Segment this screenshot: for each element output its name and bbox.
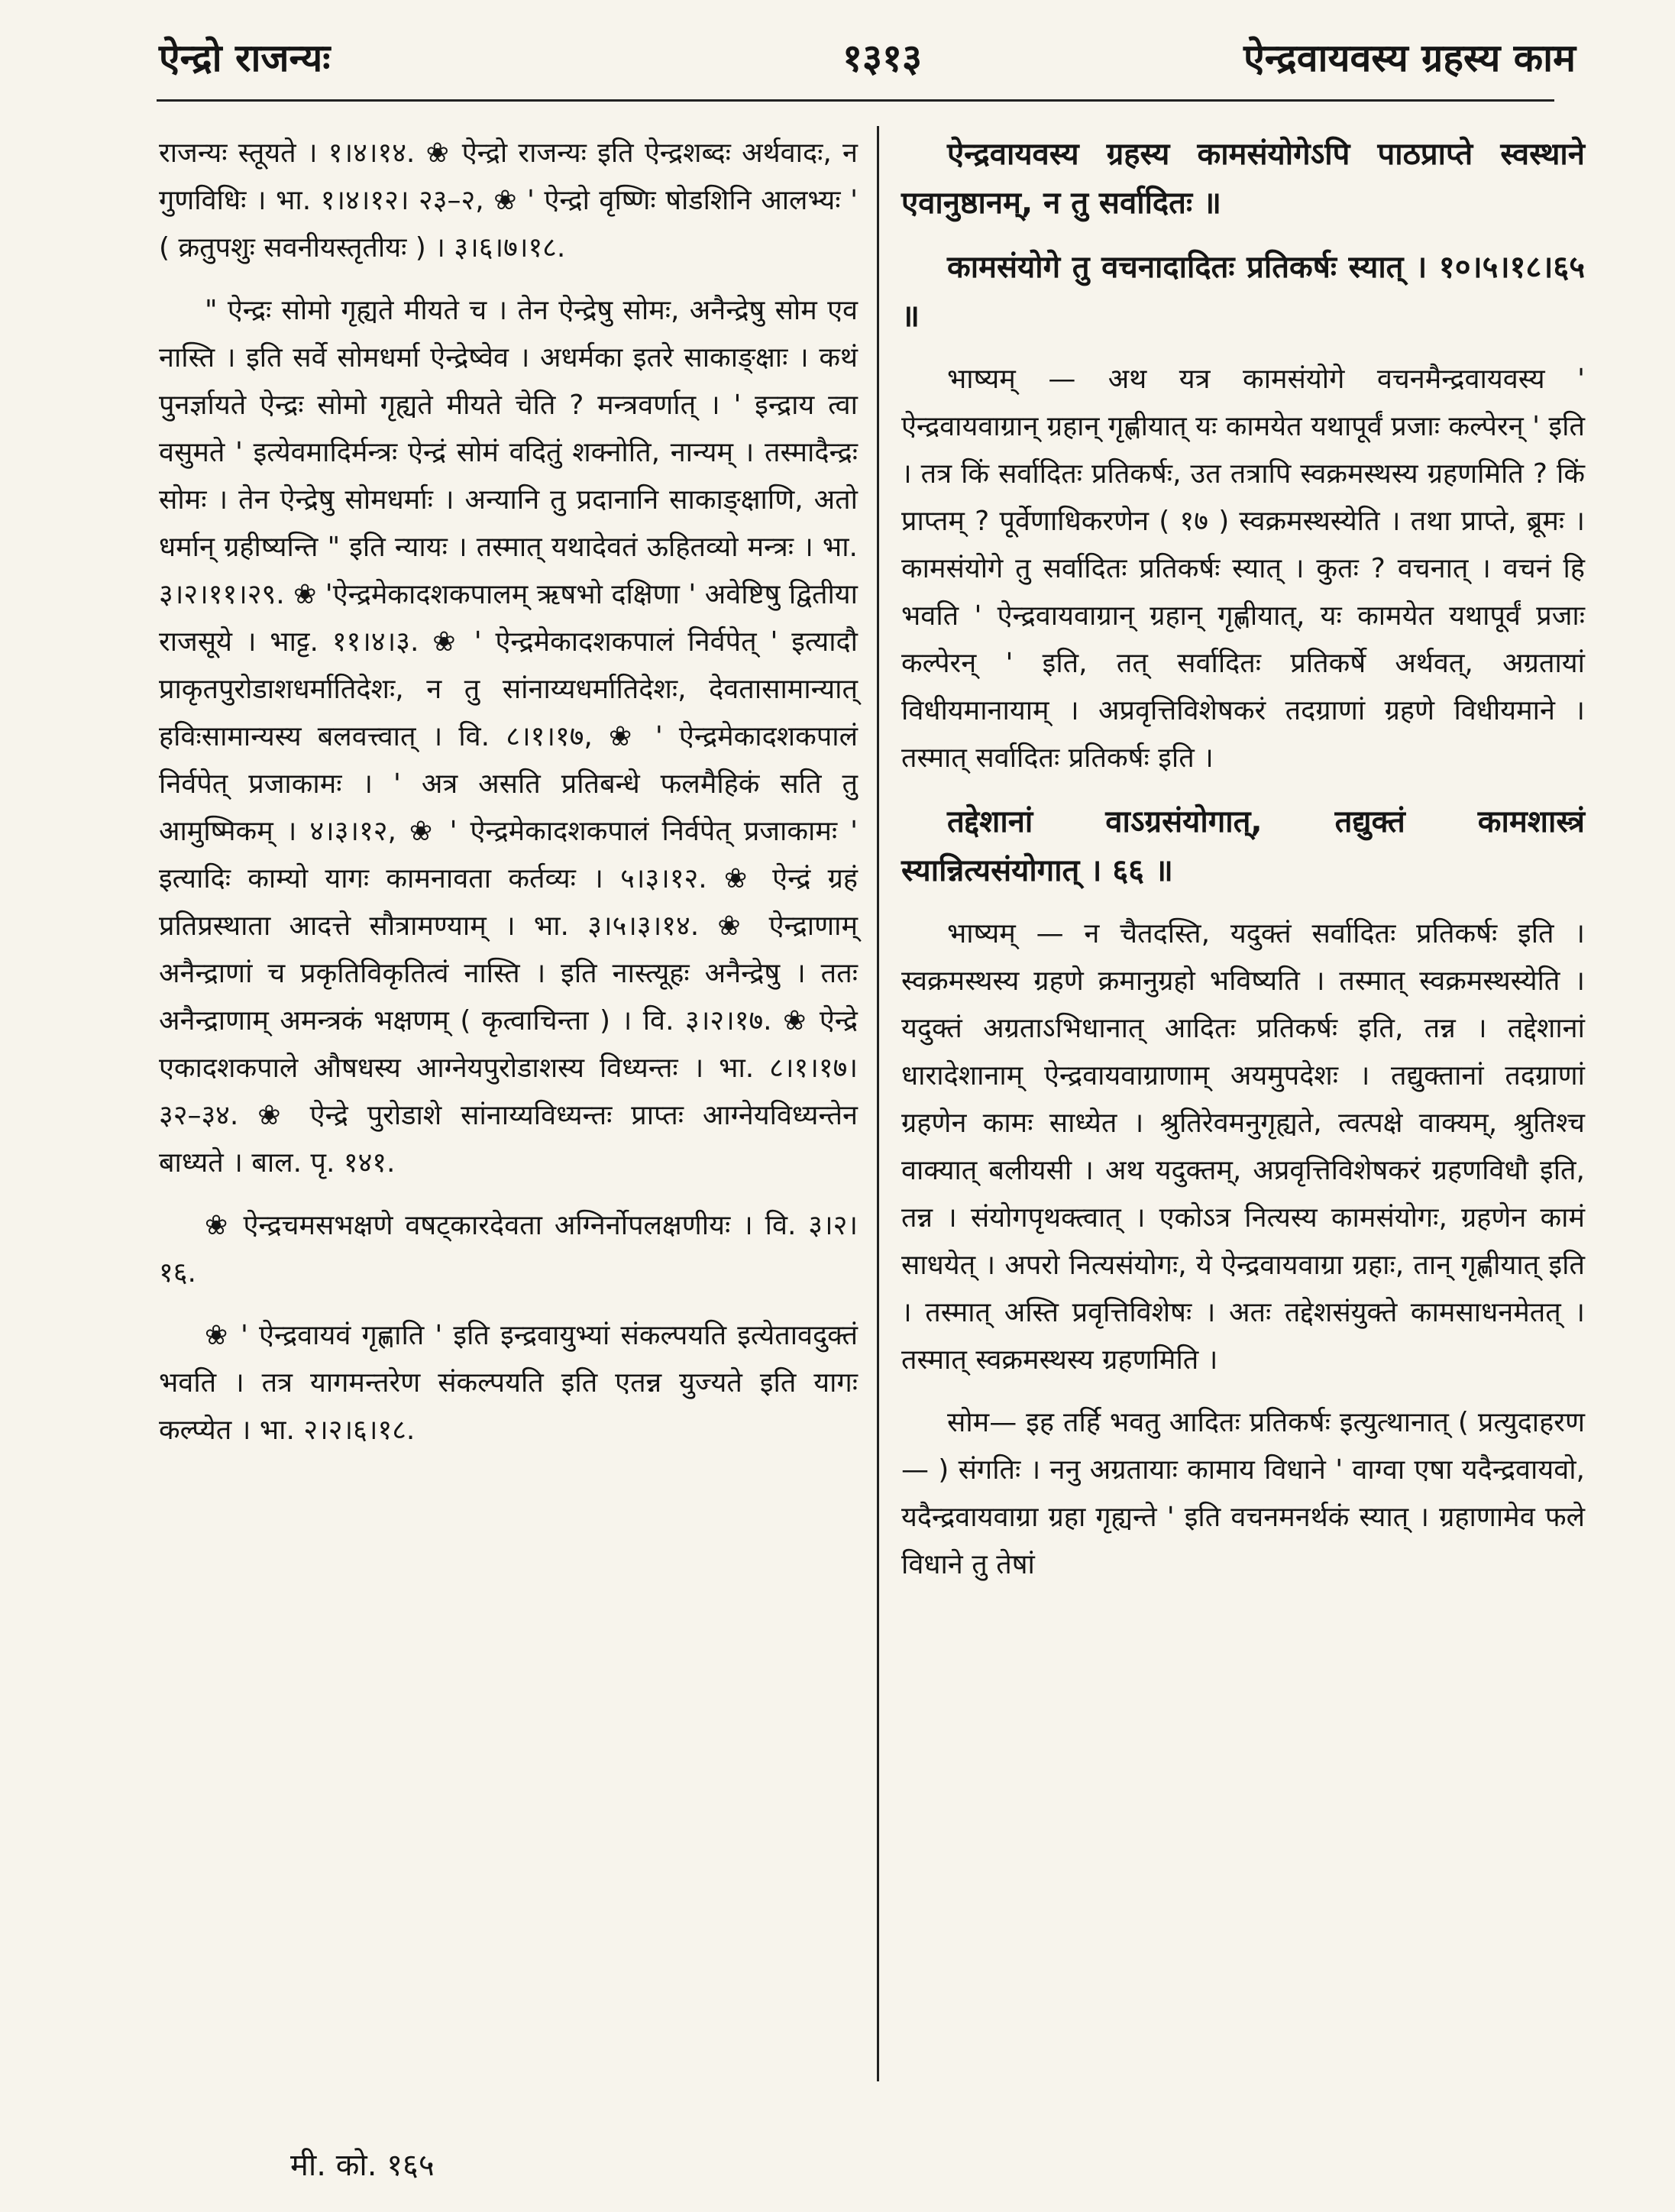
footer-signature: मी. को. १६५ [290,2148,435,2183]
right-adhikarana-heading: ऐन्द्रवायवस्य ग्रहस्य कामसंयोगेऽपि पाठप्राप्ते स्वस्थाने एवानुष्ठानम्, न तु सर्वादितः ॥ [901,137,1585,221]
left-paragraph-4: ❀ ' ऐन्द्रवायवं गृह्णाति ' इति इन्द्रवायुभ्यां संकल्पयति इत्येतावदुक्तं भवति । तत्र यागमन्तरेण संकल्पयति इति एतन्न युज्यते इति यागः कल्प्येत । भा. २।२।६।१८. [159,1320,858,1446]
right-sutra-65: कामसंयोगे तु वचनादादितः प्रतिकर्षः स्यात् । १०।५।१८।६५ ॥ [901,250,1585,334]
left-paragraph-1: राजन्यः स्तूयते । १।४।१४. ❀ ऐन्द्रो राजन्यः इति ऐन्द्रशब्दः अर्थवादः, न गुणविधिः । भा. १।४।१२। २३–२, ❀ ' ऐन्द्रो वृष्णिः षोडशिनि आलभ्यः ' ( क्रतुपशुः सवनीयस्तृतीयः ) । ३।६।७।१८. [159,137,858,264]
left-paragraph-2: " ऐन्द्रः सोमो गृह्यते मीयते च । तेन ऐन्द्रेषु सोमः, अनैन्द्रेषु सोम एव नास्ति । इति सर्वे सोमधर्मा ऐन्द्रेष्वेव । अधर्मका इतरे साकाङ्क्षाः । कथं पुनर्ज्ञायते ऐन्द्रः सोमो गृह्यते मीयते चेति ? मन्त्रवर्णात् । ' इन्द्राय त्वा वसुमते ' इत्येवमादिर्मन्त्रः ऐन्द्रं सोमं वदितुं शक्नोति, नान्यम् । तस्मादैन्द्रः सोमः । तेन ऐन्द्रेषु सोमधर्माः । अन्यानि तु प्रदानानि साकाङ्क्षाणि, अतो धर्मान् ग्रहीष्यन्ति " इति न्यायः । तस्मात् यथादेवतं ऊहितव्यो मन्त्रः । भा. ३।२।११।२९. ❀ 'ऐन्द्रमेकादशकपालम् ऋषभो दक्षिणा ' अवेष्टिषु द्वितीया राजसूये । भाट्ट. ११।४।३. ❀ ' ऐन्द्रमेकादशकपालं निर्वपेत् ' इत्यादौ प्राकृतपुरोडाशधर्मातिदेशः, न तु सांनाय्यधर्मातिदेशः, देवतासामान्यात् हविःसामान्यस्य बलवत्त्वात् । वि. ८।१।१७, ❀ ' ऐन्द्रमेकादशकपालं निर्वपेत् प्रजाकामः । ' अत्र असति प्रतिबन्धे फलमैहिकं सति तु आमुष्मिकम् । ४।३।१२, ❀ ' ऐन्द्रमेकादशकपालं निर्वपेत् प्रजाकामः ' इत्यादिः काम्यो यागः कामनावता कर्तव्यः । ५।३।१२. ❀ ऐन्द्रं ग्रहं प्रतिप्रस्थाता आदत्ते सौत्रामण्याम् । भा. ३।५।३।१४. ❀ ऐन्द्राणाम् अनैन्द्राणां च प्रकृतिविकृतित्वं नास्ति । इति नास्त्यूहः अनैन्द्रेषु । ततः अनैन्द्राणाम् अमन्त्रकं भक्षणम् ( कृत्वाचिन्ता ) । वि. ३।२।१७. ❀ ऐन्द्रे एकादशकपाले औषधस्य आग्नेयपुरोडाशस्य विध्यन्तः । भा. ८।१।१७।३२–३४. ❀ ऐन्द्रे पुरोडाशे सांनाय्यविध्यन्तः प्राप्तः आग्नेयविध्यन्तेन बाध्यते । बाल. पृ. १४१. [159,295,858,1179]
column-divider [877,126,879,2081]
left-paragraph-3: ❀ ऐन्द्रचमसभक्षणे वषट्कारदेवता अग्निर्नोपलक्षणीयः । वि. ३।२।१६. [159,1210,858,1289]
right-bhashya-1: भाष्यम् — अथ यत्र कामसंयोगे वचनमैन्द्रवायवस्य ' ऐन्द्रवायवाग्रान् ग्रहान् गृह्णीयात् यः कामयेत यथापूर्वं प्रजाः कल्पेरन् ' इति । तत्र किं सर्वादितः प्रतिकर्षः, उत तत्रापि स्वक्रमस्थस्य ग्रहणमिति ? किं प्राप्तम् ? पूर्वेणाधिकरणेन ( १७ ) स्वक्रमस्थस्येति । तथा प्राप्ते, ब्रूमः । कामसंयोगे तु सर्वादितः प्रतिकर्षः स्यात् । कुतः ? वचनात् । वचनं हि भवति ' ऐन्द्रवायवाग्रान् ग्रहान् गृह्णीयात्, यः कामयेत यथापूर्वं प्रजाः कल्पेरन् ' इति, तत् सर्वादितः प्रतिकर्षे अर्थवत्, अग्रतायां विधीयमानायाम् । अप्रवृत्तिविशेषकरं तदग्राणां ग्रहणे विधीयमाने । तस्मात् सर्वादितः प्रतिकर्षः इति । [901,364,1585,774]
header-rule [157,99,1554,102]
running-header-right: ऐन्द्रवायवस्य ग्रहस्य काम [1243,36,1576,80]
left-column [159,130,858,1454]
right-soma-commentary: सोम— इह तर्हि भवतु आदितः प्रतिकर्षः इत्युत्थानात् ( प्रत्युदाहरण — ) संगतिः । ननु अग्रतायाः कामाय विधाने ' वाग्वा एषा यदैन्द्रवायवो, यदैन्द्रवायवाग्रा ग्रहा गृह्यन्ते ' इति वचनमनर्थकं स्यात् । ग्रहाणामेव फले विधाने तु तेषां [901,1407,1585,1580]
right-bhashya-2: भाष्यम् — न चैतदस्ति, यदुक्तं सर्वादितः प्रतिकर्षः इति । स्वक्रमस्थस्य ग्रहणे क्रमानुग्रहो भविष्यति । तस्मात् स्वक्रमस्थस्येति । यदुक्तं अग्रताऽभिधानात् आदितः प्रतिकर्षः इति, तन्न । तद्देशानां धारादेशानाम् ऐन्द्रवायवाग्राणाम् अयमुपदेशः । तद्युक्तानां तदग्राणां ग्रहणेन कामः साध्येत । श्रुतिरेवमनुगृह्यते, त्वत्पक्षे वाक्यम्, श्रुतिश्च वाक्यात् बलीयसी । अथ यदुक्तम्, अप्रवृत्तिविशेषकरं ग्रहणविधौ इति, तन्न । संयोगपृथक्त्वात् । एकोऽत्र नित्यस्य कामसंयोगः, ग्रहणेन कामं साधयेत् । अपरो नित्यसंयोगः, ये ऐन्द्रवायवाग्रा ग्रहाः, तान् गृह्णीयात् इति । तस्मात् अस्ति प्रवृत्तिविशेषः । अतः तद्देशसंयुक्ते कामसाधनमेतत् । तस्मात् स्वक्रमस्थस्य ग्रहणमिति । [901,918,1585,1376]
right-sutra-66: तद्देशानां वाऽग्रसंयोगात्, तद्युक्तं कामशास्त्रं स्यान्नित्यसंयोगात् । ६६ ॥ [901,804,1585,888]
right-column [901,130,1585,1589]
page-number: १३१३ [842,36,922,80]
running-header-left: ऐन्द्रो राजन्यः [159,36,331,80]
